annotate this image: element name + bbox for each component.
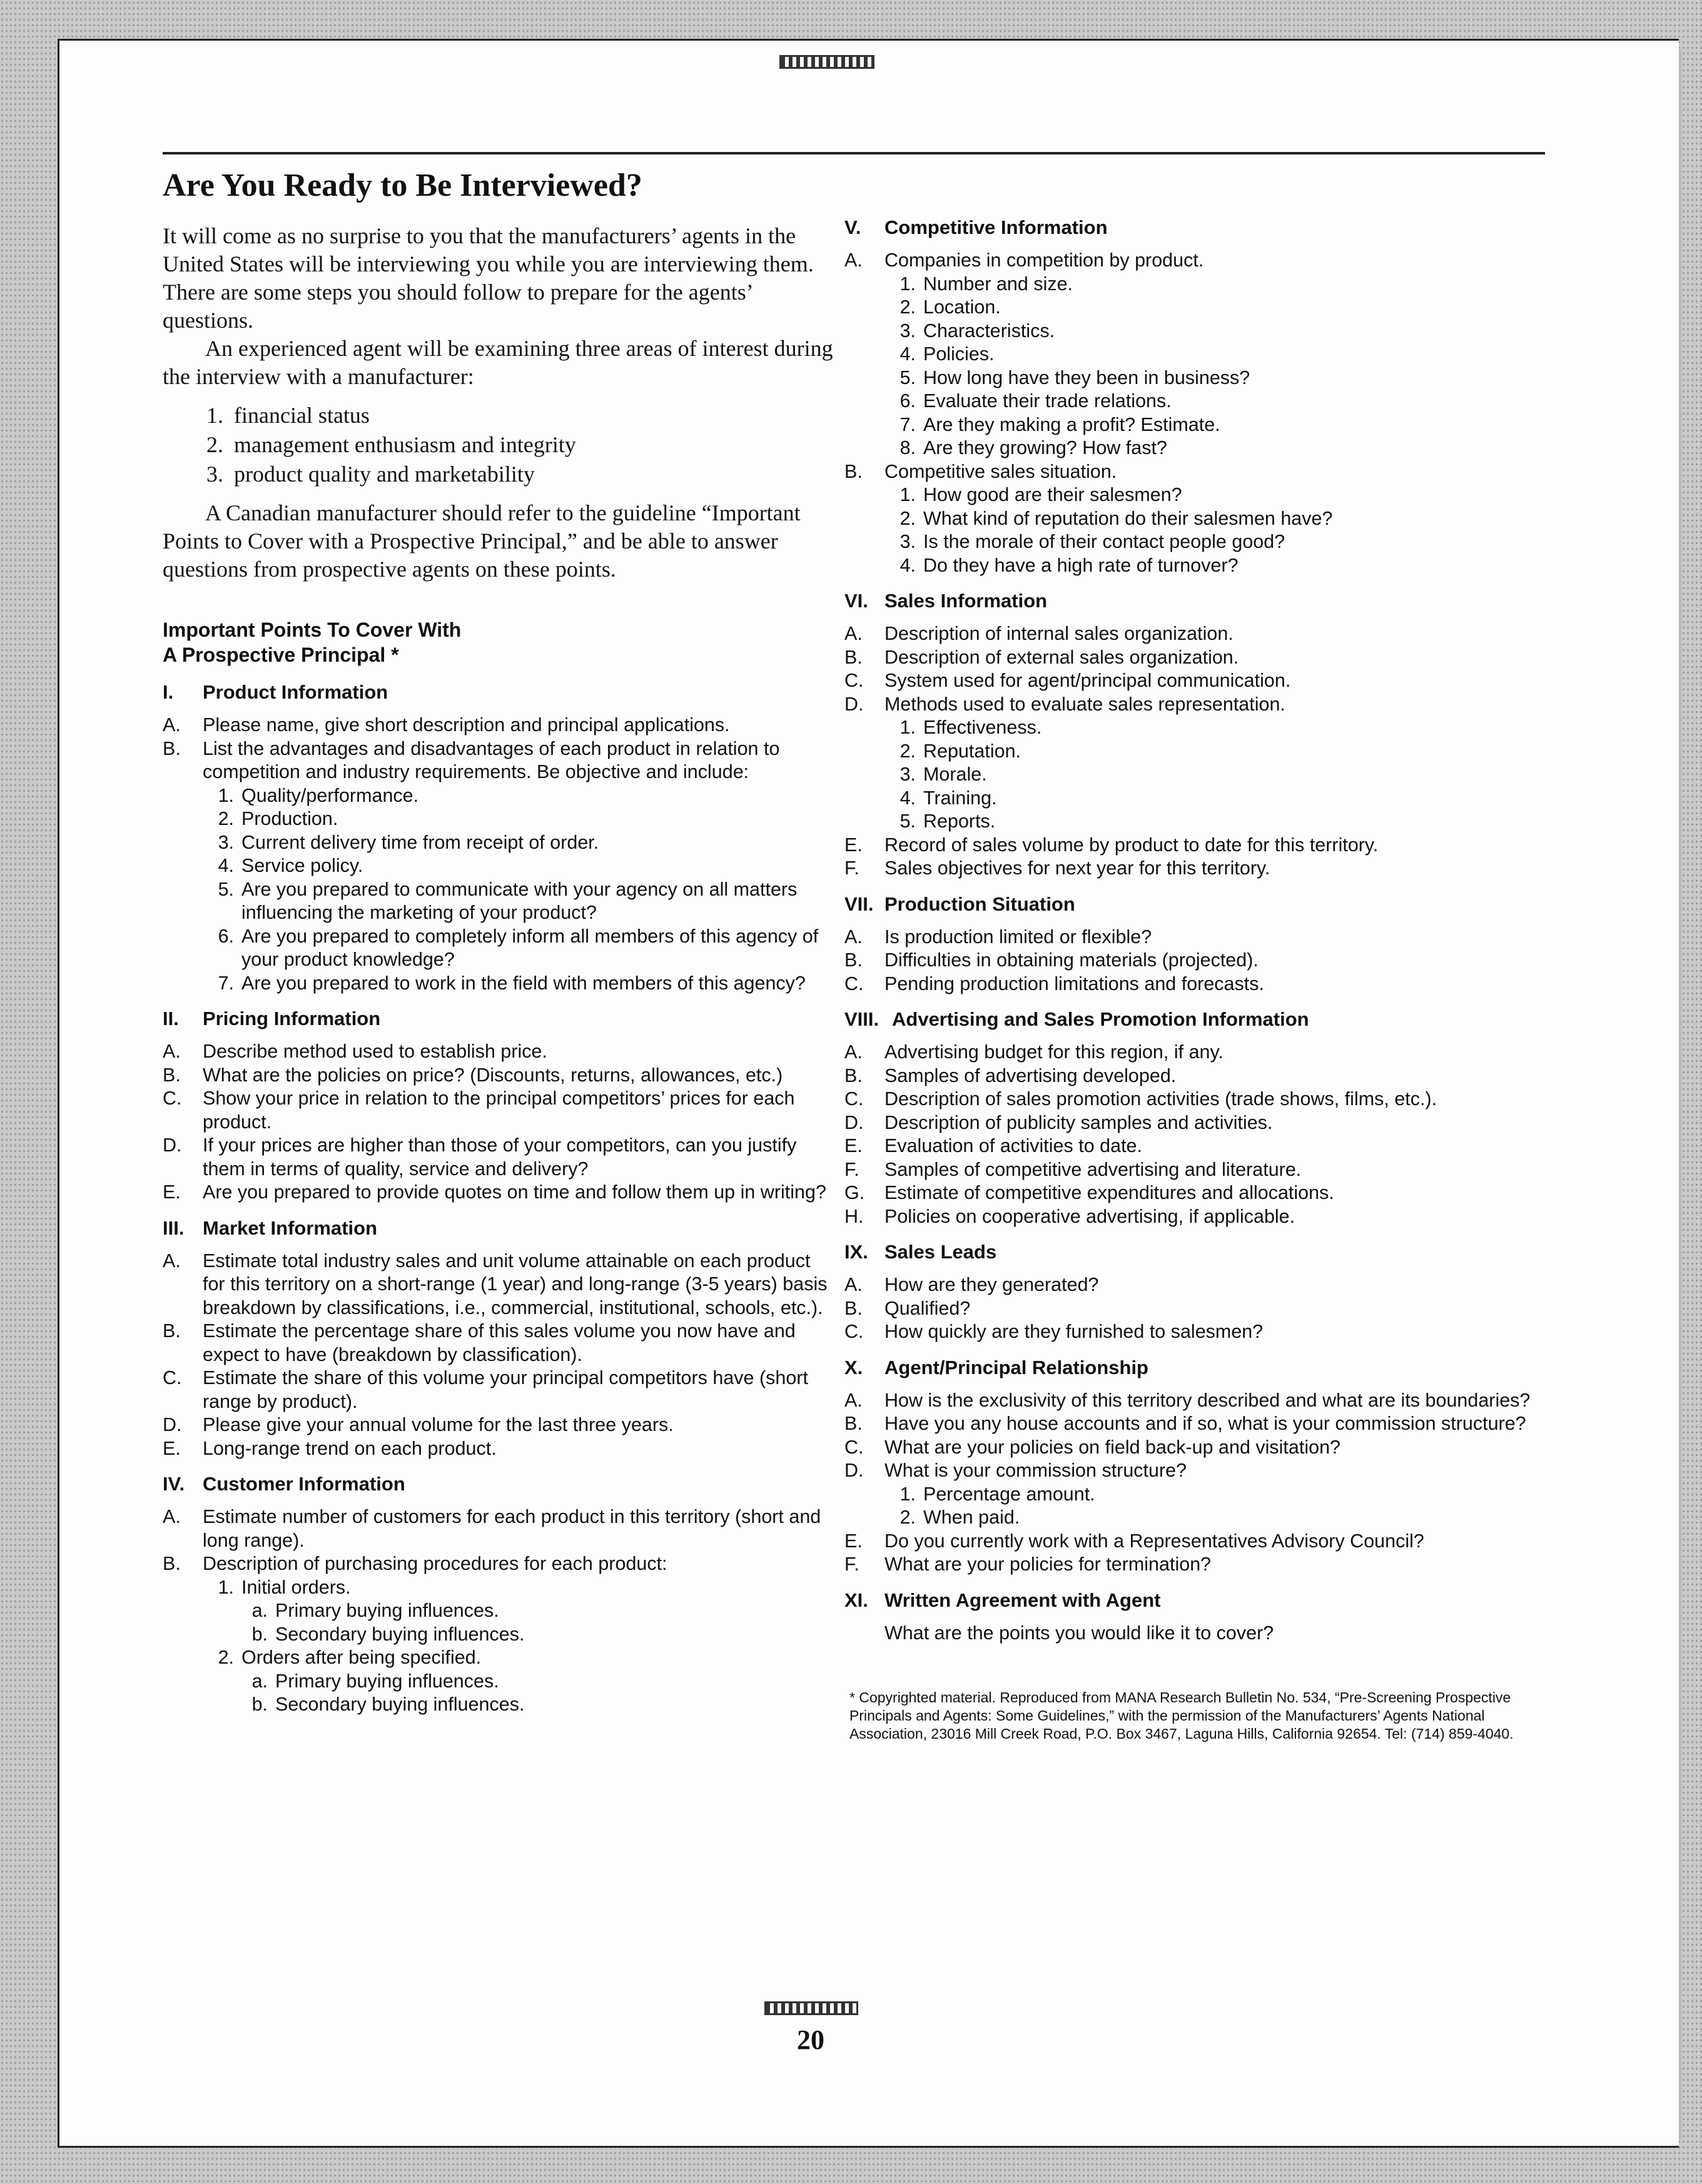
list-item: D. What is your commission structure? xyxy=(844,1460,1187,1481)
list-item: D. Description of publicity samples and activities. xyxy=(844,1111,1273,1133)
list-item: 3. product quality and marketability xyxy=(206,462,535,487)
section-sales-information xyxy=(844,589,1551,881)
section-written-agreement xyxy=(844,1588,1551,1646)
list-item: B. Description of external sales organization. xyxy=(844,646,1239,668)
list-item: 3. Characteristics. xyxy=(899,320,1055,341)
list-item: 4. Policies. xyxy=(899,343,995,365)
section-heading: I. Product Information xyxy=(163,681,388,704)
section-heading: X. Agent/Principal Relationship xyxy=(844,1356,1148,1378)
list-item: B. Qualified? xyxy=(844,1297,971,1319)
list-item: a. Primary buying influences. xyxy=(251,1600,499,1622)
article-title: Are You Ready to Be Interviewed? xyxy=(163,168,642,203)
list-item: A. Advertising budget for this region, if any. xyxy=(844,1041,1223,1063)
list-item: 2. When paid. xyxy=(899,1507,1020,1528)
list-item: 4. Do they have a high rate of turnover? xyxy=(899,554,1239,576)
list-item: A. Description of internal sales organization. xyxy=(844,623,1233,644)
list-item: D. Please give your annual volume for the last three years. xyxy=(163,1414,674,1436)
section-competitive-information xyxy=(844,215,1551,577)
right-column xyxy=(844,168,1551,1743)
section-heading: VII. Production Situation xyxy=(844,892,1075,915)
list-item: F. Samples of competitive advertising and literature. xyxy=(844,1158,1302,1180)
list-item: 2. Location. xyxy=(899,296,1001,318)
list-item: C. How quickly are they furnished to salesmen? xyxy=(844,1321,1264,1342)
list-item: 1. Number and size. xyxy=(899,273,1073,295)
list-item: 3. Is the morale of their contact people good? xyxy=(899,531,1285,552)
list-item: F. Sales objectives for next year for this territory. xyxy=(844,857,1270,879)
list-item: 2. Reputation. xyxy=(899,740,1021,762)
list-item: D. Methods used to evaluate sales representation. xyxy=(844,693,1285,715)
section-heading: II. Pricing Information xyxy=(163,1008,381,1030)
list-item: 3. Current delivery time from receipt of order. xyxy=(218,831,599,853)
section-customer-information xyxy=(163,1472,835,1717)
list-item: 5. How long have they been in business? xyxy=(899,367,1250,388)
list-item: B. What are the policies on price? (Discounts, returns, allowances, etc.) xyxy=(163,1064,783,1086)
list-item: D. If your prices are higher than those of your competitors, can you justify them in terms of quality, service and delivery? xyxy=(163,1135,797,1180)
list-item: A. Describe method used to establish price. xyxy=(163,1041,547,1063)
list-item: E. Are you prepared to provide quotes on time and follow them up in writing? xyxy=(163,1181,826,1203)
list-item: b. Secondary buying influences. xyxy=(251,1623,525,1645)
list-item: F. What are your policies for termination? xyxy=(844,1554,1212,1575)
list-item: 2. management enthusiasm and integrity xyxy=(206,432,576,458)
section-heading: XI. Written Agreement with Agent xyxy=(844,1589,1161,1611)
page-number: 20 xyxy=(797,2025,824,2055)
list-item: C. Estimate the share of this volume your principal competitors have (short range by product). xyxy=(163,1367,808,1412)
list-item: 1. How good are their salesmen? xyxy=(899,484,1182,505)
list-item: b. Secondary buying influences. xyxy=(251,1694,525,1716)
copyright-footnote: * Copyrighted material. Reproduced from MANA Research Bulletin No. 534, “Pre-Screening Prospective Principals and Agents: Some Guidelines,” with the permission of the Manufacturers’ Agents National Association, 23016 Mill Creek Road, P.O. Box 3467, Laguna Hills, California 92654. Tel: (714) 859-4040. xyxy=(849,1689,1514,1742)
intro xyxy=(163,222,835,584)
list-item: C. System used for agent/principal communication. xyxy=(844,670,1291,691)
list-item: 7. Are you prepared to work in the field with members of this agency? xyxy=(218,972,806,994)
section-product-information xyxy=(163,680,835,995)
list-item: 7. Are they making a profit? Estimate. xyxy=(899,413,1220,435)
list-item: 8. Are they growing? How fast? xyxy=(899,437,1167,458)
list-item: C. What are your policies on field back-up and visitation? xyxy=(844,1436,1341,1458)
list-item: 6. Evaluate their trade relations. xyxy=(899,390,1172,412)
list-item: 1. Quality/performance. xyxy=(218,784,419,806)
points-heading: Important Points To Cover With A Prospective Principal * xyxy=(163,619,462,667)
section-agent-principal-relationship xyxy=(844,1355,1551,1577)
list-item: A. How are they generated? xyxy=(844,1274,1099,1295)
list-item: 3. Morale. xyxy=(899,764,987,785)
list-item: E. Evaluation of activities to date. xyxy=(844,1135,1142,1156)
list-item: C. Pending production limitations and forecasts. xyxy=(844,973,1264,994)
section-sales-leads xyxy=(844,1240,1551,1344)
section-heading: VIII. Advertising and Sales Promotion Information xyxy=(844,1008,1309,1030)
section-advertising-information xyxy=(844,1007,1551,1228)
list-item: B. Have you any house accounts and if so, what is your commission structure? xyxy=(844,1413,1526,1434)
list-item: a. Primary buying influences. xyxy=(251,1670,499,1692)
list-item: 2. What kind of reputation do their salesmen have? xyxy=(899,507,1333,529)
list-item: A. Estimate number of customers for each product in this territory (short and long range). xyxy=(163,1506,821,1551)
section-heading: V. Competitive Information xyxy=(844,216,1108,238)
list-item: 2. Orders after being specified. xyxy=(218,1647,482,1669)
list-item: A. Please name, give short description and principal applications. xyxy=(163,714,730,736)
list-item: B. List the advantages and disadvantages of each product in relation to competition and industry requirements. Be objective and include: xyxy=(163,737,780,783)
intro-paragraph-3: A Canadian manufacturer should refer to the guideline “Important Points to Cover with a Prospective Principal,” and be able to answer questions from prospective agents on these points. xyxy=(163,500,801,582)
list-item: 1. financial status xyxy=(206,403,370,428)
list-item: H. Policies on cooperative advertising, if applicable. xyxy=(844,1205,1295,1227)
list-item: E. Long-range trend on each product. xyxy=(163,1437,497,1459)
list-item: B. Difficulties in obtaining materials (projected). xyxy=(844,949,1259,971)
list-item: 1. Percentage amount. xyxy=(899,1483,1095,1505)
list-item: E. Record of sales volume by product to date for this territory. xyxy=(844,834,1379,856)
list-item: B. Competitive sales situation. xyxy=(844,460,1117,482)
list-item: B. Samples of advertising developed. xyxy=(844,1064,1177,1086)
list-item: E. Do you currently work with a Representatives Advisory Council? xyxy=(844,1530,1424,1552)
left-column xyxy=(163,168,835,1728)
list-item: G. Estimate of competitive expenditures and allocations. xyxy=(844,1182,1334,1203)
intro-paragraph-2: An experienced agent will be examining three areas of interest during the interview with a manufacturer: xyxy=(163,336,833,390)
list-item: A. Estimate total industry sales and unit volume attainable on each product for this territory on a short-range (1 year) and long-range (3-5 years) basis breakdown by classifications, i.e., commercial, institutional, schools, etc.). xyxy=(163,1250,828,1318)
list-item: 4. Service policy. xyxy=(218,855,363,877)
list-item: B. Description of purchasing procedures for each product: xyxy=(163,1553,667,1575)
interest-areas-list xyxy=(163,401,835,489)
list-item: A. How is the exclusivity of this territory described and what are its boundaries? xyxy=(844,1389,1531,1411)
section-text: What are the points you would like it to cover? xyxy=(884,1622,1274,1644)
section-pricing-information xyxy=(163,1006,835,1205)
list-item: C. Description of sales promotion activities (trade shows, films, etc.). xyxy=(844,1088,1437,1110)
list-item: A. Is production limited or flexible? xyxy=(844,926,1152,948)
list-item: 1. Effectiveness. xyxy=(899,717,1042,738)
section-heading: IX. Sales Leads xyxy=(844,1241,997,1263)
intro-paragraph-1: It will come as no surprise to you that the manufacturers’ agents in the United States will be interviewing you while you are interviewing them. There are some steps you should follow to prepare for the agents’ questions. xyxy=(163,223,814,333)
list-item: C. Show your price in relation to the principal competitors’ prices for each product. xyxy=(163,1088,795,1133)
list-item: 5. Are you prepared to communicate with your agency on all matters influencing the marketing of your product? xyxy=(218,878,798,924)
header-ornament xyxy=(779,55,874,69)
list-item: 1. Initial orders. xyxy=(218,1576,351,1598)
header-rule xyxy=(163,152,1545,154)
section-heading: VI. Sales Information xyxy=(844,590,1048,612)
list-item: 6. Are you prepared to completely inform all members of this agency of your product knowledge? xyxy=(218,925,819,971)
list-item: 4. Training. xyxy=(899,787,997,809)
list-item: B. Estimate the percentage share of this sales volume you now have and expect to have (breakdown by classification). xyxy=(163,1320,796,1365)
section-heading: IV. Customer Information xyxy=(163,1473,405,1495)
list-item: 2. Production. xyxy=(218,808,338,830)
footer-ornament xyxy=(764,2001,858,2015)
section-heading: III. Market Information xyxy=(163,1216,378,1239)
list-item: A. Companies in competition by product. xyxy=(844,250,1204,271)
section-market-information xyxy=(163,1216,835,1461)
list-item: 5. Reports. xyxy=(899,811,996,832)
section-production-situation xyxy=(844,892,1551,996)
